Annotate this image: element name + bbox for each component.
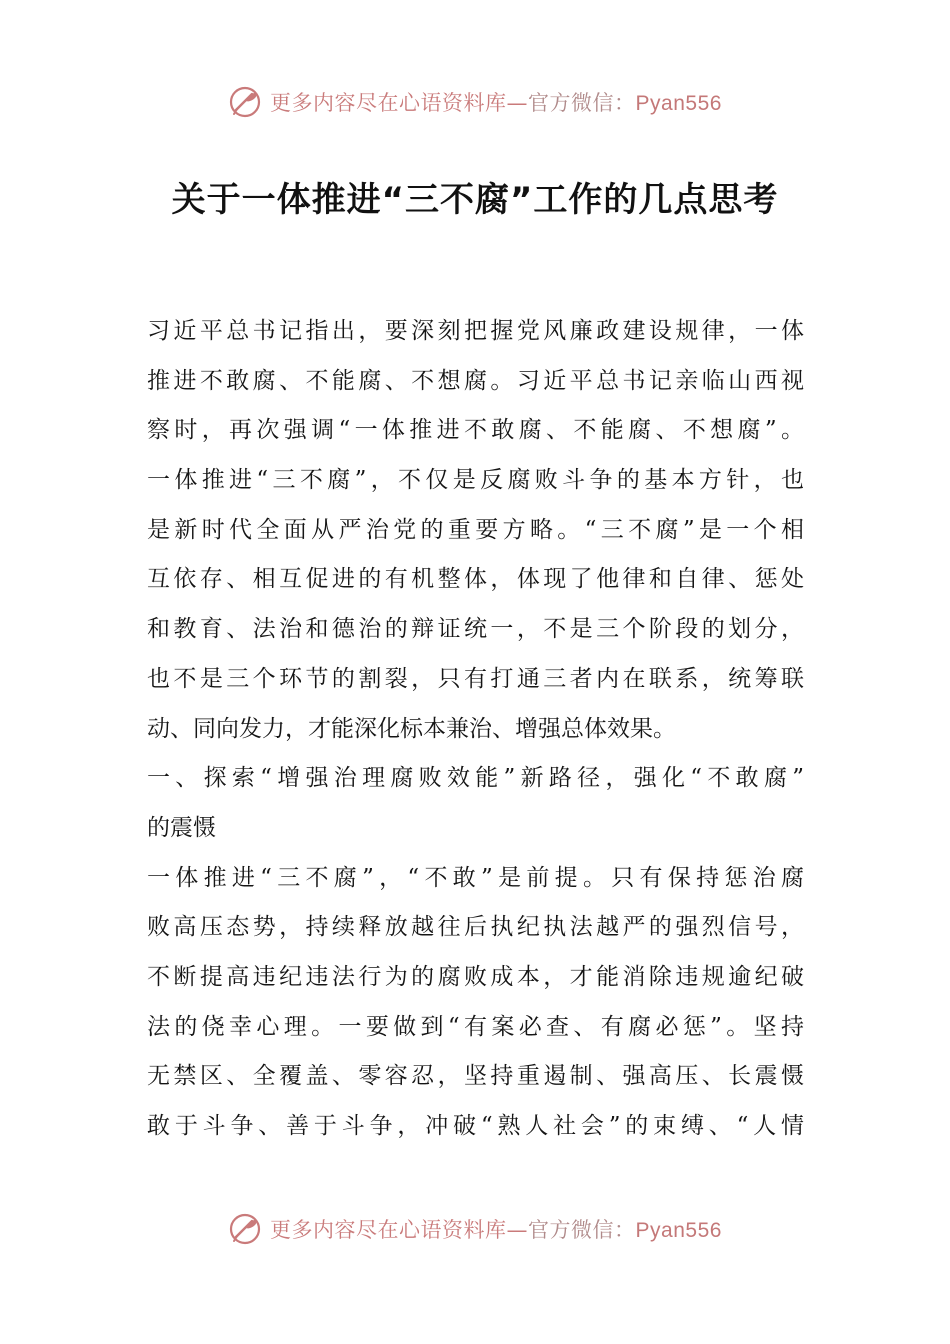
footer-watermark-banner — [0, 1207, 950, 1251]
document-body — [147, 307, 804, 1152]
body-text-line: 的震慑 — [147, 814, 216, 841]
body-text-line: 推进不敢腐、不能腐、不想腐。习近平总书记亲临山西视 — [147, 367, 804, 394]
quill-pen-logo-icon — [228, 1212, 262, 1246]
body-text-line: 一体推进“三不腐”，“不敢”是前提。只有保持惩治腐 — [147, 864, 804, 891]
watermark-id: Pyan556 — [635, 1219, 722, 1242]
body-text-line: 和教育、法治和德治的辩证统一，不是三个阶段的划分， — [147, 616, 804, 643]
body-text-line: 敢于斗争、善于斗争，冲破“熟人社会”的束缚、“人情 — [147, 1113, 804, 1139]
body-text-line: 也不是三个环节的割裂，只有打通三者内在联系，统筹联 — [147, 665, 804, 692]
body-text-line: 法的侥幸心理。一要做到“有案必查、有腐必惩”。坚持 — [147, 1013, 804, 1040]
body-text-line: 一、探索“增强治理腐败效能”新路径，强化“不敢腐” — [147, 765, 804, 792]
body-text-line: 一体推进“三不腐”，不仅是反腐败斗争的基本方针，也 — [147, 467, 804, 494]
body-text-line: 不断提高违纪违法行为的腐败成本，才能消除违规逾纪破 — [147, 963, 804, 990]
quill-pen-logo-icon — [228, 85, 262, 119]
watermark-separator: — — [506, 91, 529, 115]
watermark-id: Pyan556 — [635, 92, 722, 115]
body-text-line: 察时，再次强调“一体推进不敢腐、不能腐、不想腐”。 — [147, 417, 804, 444]
body-text-line: 败高压态势，持续释放越往后执纪执法越严的强烈信号， — [147, 914, 804, 941]
body-text-line: 习近平总书记指出，要深刻把握党风廉政建设规律，一体 — [147, 318, 804, 344]
watermark-label: 官方微信： — [528, 1218, 636, 1242]
document-title: 关于一体推进“三不腐”工作的几点思考 — [171, 180, 779, 220]
watermark-text — [270, 87, 722, 117]
body-text-line: 无禁区、全覆盖、零容忍，坚持重遏制、强高压、长震慑 — [147, 1063, 804, 1090]
watermark-text — [270, 1214, 722, 1244]
body-text-line: 动、同向发力，才能深化标本兼治、增强总体效果。 — [147, 715, 676, 742]
body-text-line: 是新时代全面从严治党的重要方略。“三不腐”是一个相 — [147, 516, 804, 543]
watermark-label: 官方微信： — [528, 91, 636, 115]
watermark-brand: 更多内容尽在心语资料库 — [270, 91, 507, 115]
header-watermark-banner — [0, 80, 950, 124]
watermark-brand: 更多内容尽在心语资料库 — [270, 1218, 507, 1242]
body-text-line: 互依存、相互促进的有机整体，体现了他律和自律、惩处 — [147, 566, 804, 593]
watermark-separator: — — [506, 1218, 529, 1242]
